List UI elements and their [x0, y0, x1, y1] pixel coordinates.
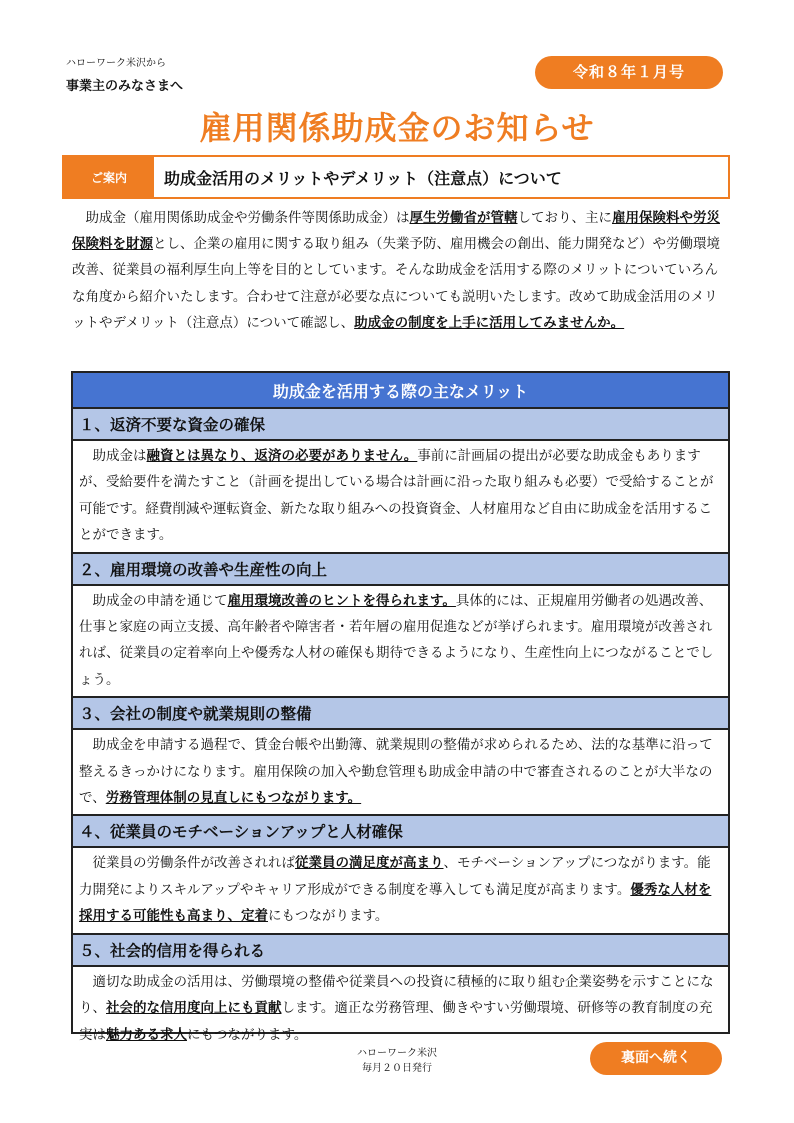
body-emphasis: 融資とは異なり、返済の必要がありません。 [146, 448, 418, 464]
section-body [73, 967, 728, 1051]
issue-badge: 令和８年１月号 [535, 56, 723, 89]
footer-office: ハローワーク米沢 [357, 1048, 437, 1059]
body-text: 助成金は [92, 448, 147, 464]
intro-text: しており、主に [517, 210, 612, 226]
intro-paragraph [72, 205, 724, 336]
guide-tag: ご案内 [64, 157, 154, 197]
body-text: します。適正な労務管理、働きやすい労働環境、研修等の教育制度の充実は [79, 1000, 713, 1043]
body-text: 事前に計画届の提出が必要な助成金もありますが、受給要件を満たすこと（計画を提出している場合は計画に沿った取り組みも必要）で受給することが可能です。経費削減や運転資金、新たな取り組みへの投資資金、人材雇用など自由に助成金を活用することができます。 [79, 448, 714, 544]
continue-badge: 裏面へ続く [590, 1042, 722, 1075]
intro-emphasis: 厚生労働省が管轄 [409, 210, 518, 226]
intro-text: 助成金（雇用関係助成金や労働条件等関係助成金）は [85, 210, 410, 226]
recipient-label: 事業主のみなさまへ [66, 79, 184, 94]
intro-emphasis: 助成金の制度を上手に活用してみませんか。 [354, 314, 625, 331]
merits-table [71, 371, 730, 1043]
section-title: ５、社会的信用を得られる [73, 933, 728, 967]
body-emphasis: 労務管理体制の見直しにもつながります。 [105, 790, 362, 807]
intro-emphasis: 雇用保険料や労災保険料を財源 [72, 210, 720, 253]
body-text: 適切な助成金の活用は、労働環境の整備や従業員への投資に積極的に取り組む企業姿勢を示すことになり、 [79, 973, 714, 1017]
body-text: 助成金を申請する過程で、賃金台帳や出勤簿、就業規則の整備が求められるため、法的な基準に沿って整えるきっかけになります。雇用保険の加入や勤怠管理も助成金申請の中で審査されるのことが大半なので、 [79, 737, 713, 807]
body-text: 従業員の労働条件が改善されれば [92, 855, 295, 872]
body-text: にもつながります。 [187, 1026, 308, 1043]
body-emphasis: 優秀な人材を採用する可能性も高まり、定着 [79, 881, 712, 925]
section-title: ４、従業員のモチベーションアップと人材確保 [73, 814, 728, 848]
body-emphasis: 従業員の満足度が高まり [295, 855, 444, 872]
section-title: ３、会社の制度や就業規則の整備 [73, 696, 728, 730]
sender-label: ハローワーク米沢から [66, 58, 166, 69]
body-emphasis: 魅力ある求人 [106, 1026, 187, 1043]
body-emphasis: 社会的な信用度向上にも貢献 [106, 1000, 282, 1017]
guide-banner [62, 155, 730, 199]
footer-schedule: 毎月２０日発行 [362, 1063, 432, 1074]
guide-title: 助成金活用のメリットやデメリット（注意点）について [164, 168, 562, 188]
body-text: 助成金の申請を通じて [92, 592, 228, 609]
page-title: 雇用関係助成金のお知らせ [199, 109, 595, 147]
section-body [73, 586, 728, 697]
body-text: 具体的には、正規雇用労働者の処遇改善、仕事と家庭の両立支援、高年齢者や障害者・若年層の雇用促進などが挙げられます。雇用環境が改善されれば、従業員の定着率向上や優秀な人材の確保も期待できるようになり、生産性向上につながることでしょう。 [79, 592, 714, 688]
body-text: 、モチベーションアップにつながります。能力開発によりスキルアップやキャリア形成ができる制度を導入しても満足度が高まります。 [79, 855, 711, 898]
intro-text: とし、企業の雇用に関する取り組み（失業予防、雇用機会の創出、能力開発など）や労働環境改善、従業員の福利厚生向上等を目的としています。そんな助成金を活用する際のメリットについていろんな角度から紹介いたします。合わせて注意が必要な点についても説明いたします。改めて助成金活用のメリットやデメリット（注意点）について確認し、 [72, 236, 720, 331]
merits-heading: 助成金を活用する際の主なメリット [73, 373, 728, 409]
section-title: １、返済不要な資金の確保 [73, 409, 728, 441]
section-title: ２、雇用環境の改善や生産性の向上 [73, 552, 728, 586]
section-body [73, 730, 728, 814]
body-text: にもつながります。 [268, 908, 389, 925]
section-body [73, 848, 728, 932]
section-body [73, 441, 728, 552]
body-emphasis: 雇用環境改善のヒントを得られます。 [227, 592, 456, 609]
